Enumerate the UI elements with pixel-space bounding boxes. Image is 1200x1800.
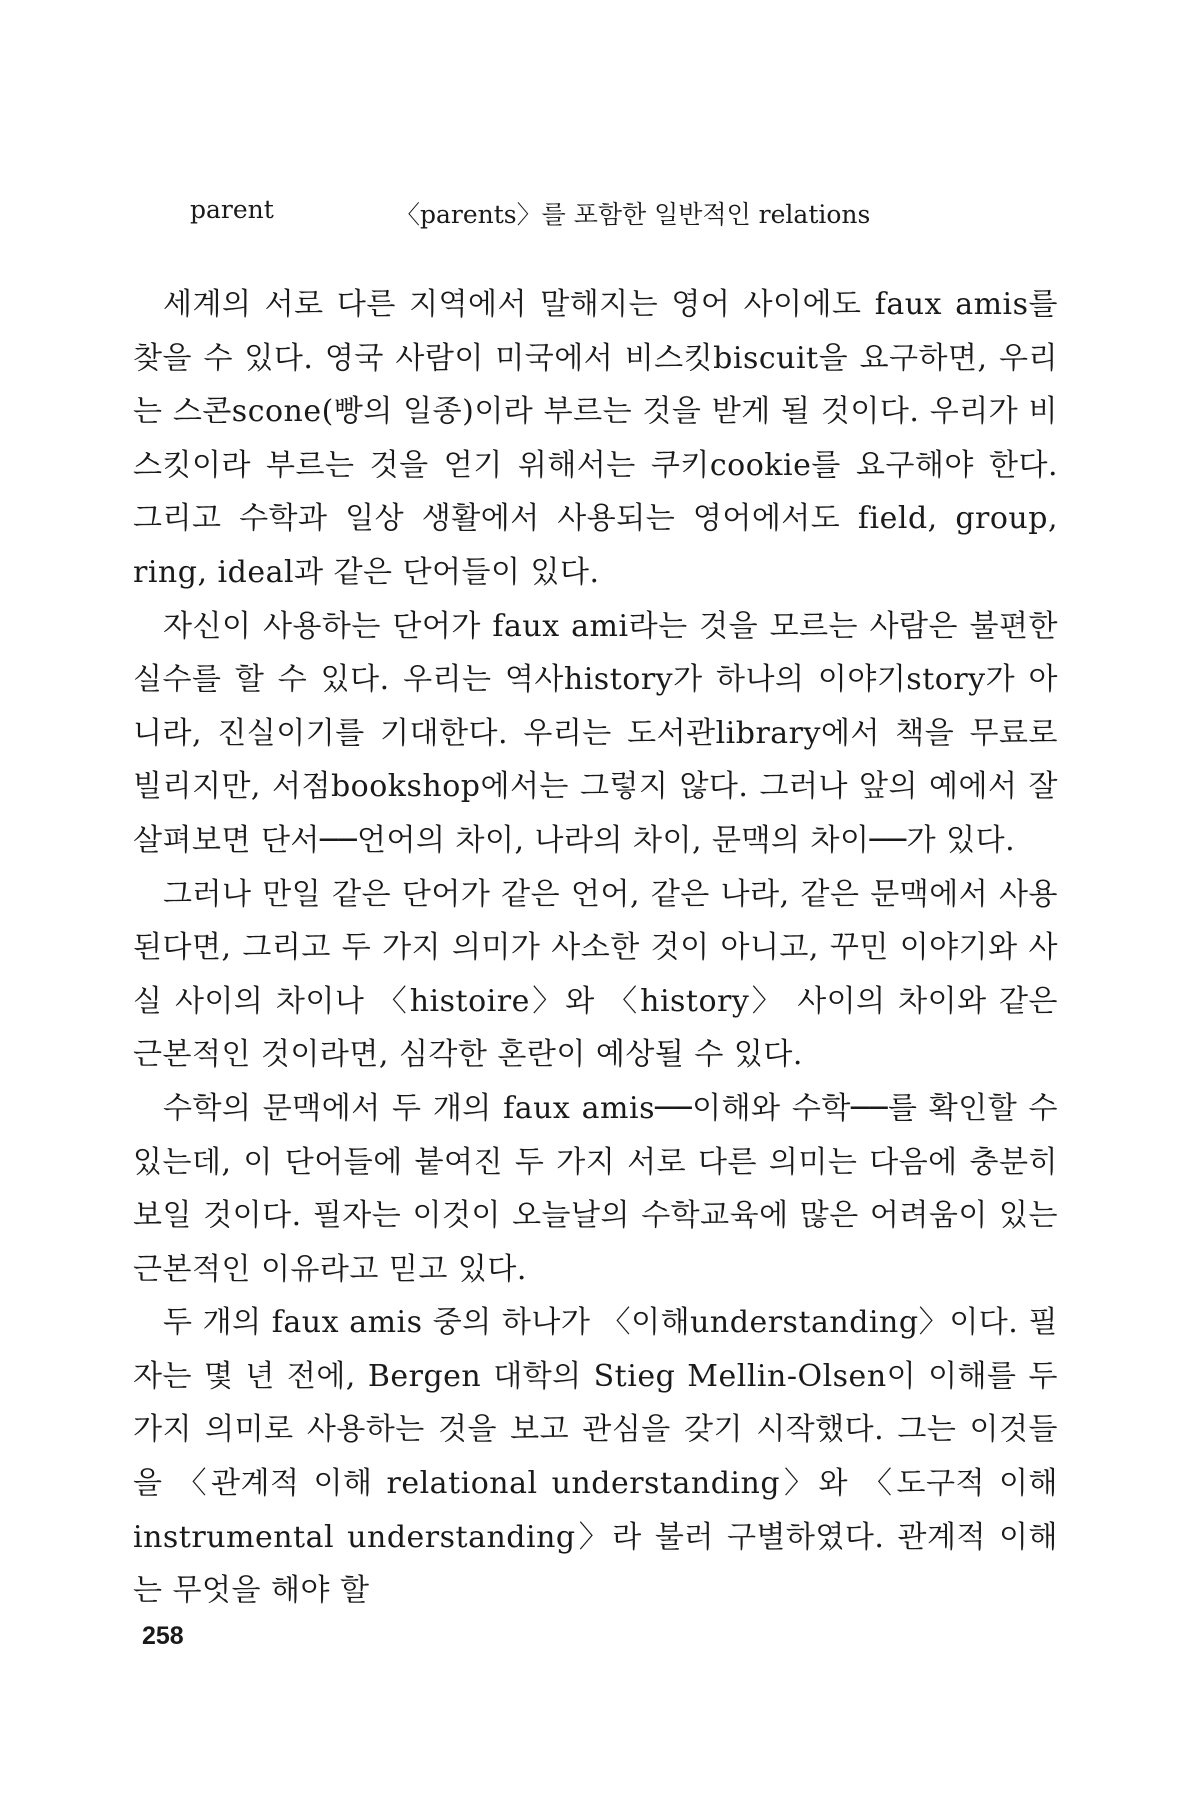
paragraph: 수학의 문맥에서 두 개의 faux amis──이해와 수학──를 확인할 수 있는데, 이 단어들에 붙여진 두 가지 서로 다른 의미는 다음에 충분히 보일 것이다. 필자는 이것이 오늘날의 수학교육에 많은 어려움이 있는 근본적인 이유라고 믿고 있다. — [133, 1090, 1058, 1287]
glossary-definition: 〈parents〉를 포함한 일반적인 relations — [395, 200, 871, 229]
page-number: 258 — [142, 1622, 184, 1650]
paragraph: 그러나 만일 같은 단어가 같은 언어, 같은 나라, 같은 문맥에서 사용된다면, 그리고 두 가지 의미가 사소한 것이 아니고, 꾸민 이야기와 사실 사이의 차이나 〈histoire〉와 〈history〉 사이의 차이와 같은 근본적인 것이라면, 심각한 혼란이 예상될 수 있다. — [133, 876, 1058, 1073]
glossary-term: parent — [190, 195, 274, 224]
paragraph: 세계의 서로 다른 지역에서 말해지는 영어 사이에도 faux amis를 찾을 수 있다. 영국 사람이 미국에서 비스킷biscuit을 요구하면, 우리는 스콘scone(빵의 일종)이라 부르는 것을 받게 될 것이다. 우리가 비스킷이라 부르는 것을 얻기 위해서는 쿠키cookie를 요구해야 한다. 그리고 수학과 일상 생활에서 사용되는 영어에서도 field, group, ring, ideal과 같은 단어들이 있다. — [133, 287, 1058, 590]
glossary-entry — [190, 195, 910, 231]
paragraph: 두 개의 faux amis 중의 하나가 〈이해understanding〉이다. 필자는 몇 년 전에, Bergen 대학의 Stieg Mellin-Olsen이 이해를 두 가지 의미로 사용하는 것을 보고 관심을 갖기 시작했다. 그는 이것들을 〈관계적 이해 relational understanding〉와 〈도구적 이해 instrumental understanding〉라 불러 구별하였다. 관계적 이해는 무엇을 해야 할 — [133, 1305, 1058, 1609]
body-text — [133, 278, 1058, 1618]
paragraph: 자신이 사용하는 단어가 faux ami라는 것을 모르는 사람은 불편한 실수를 할 수 있다. 우리는 역사history가 하나의 이야기story가 아니라, 진실이기를 기대한다. 우리는 도서관library에서 책을 무료로 빌리지만, 서점bookshop에서는 그렇지 않다. 그러나 앞의 예에서 잘 살펴보면 단서──언어의 차이, 나라의 차이, 문맥의 차이──가 있다. — [133, 608, 1058, 858]
